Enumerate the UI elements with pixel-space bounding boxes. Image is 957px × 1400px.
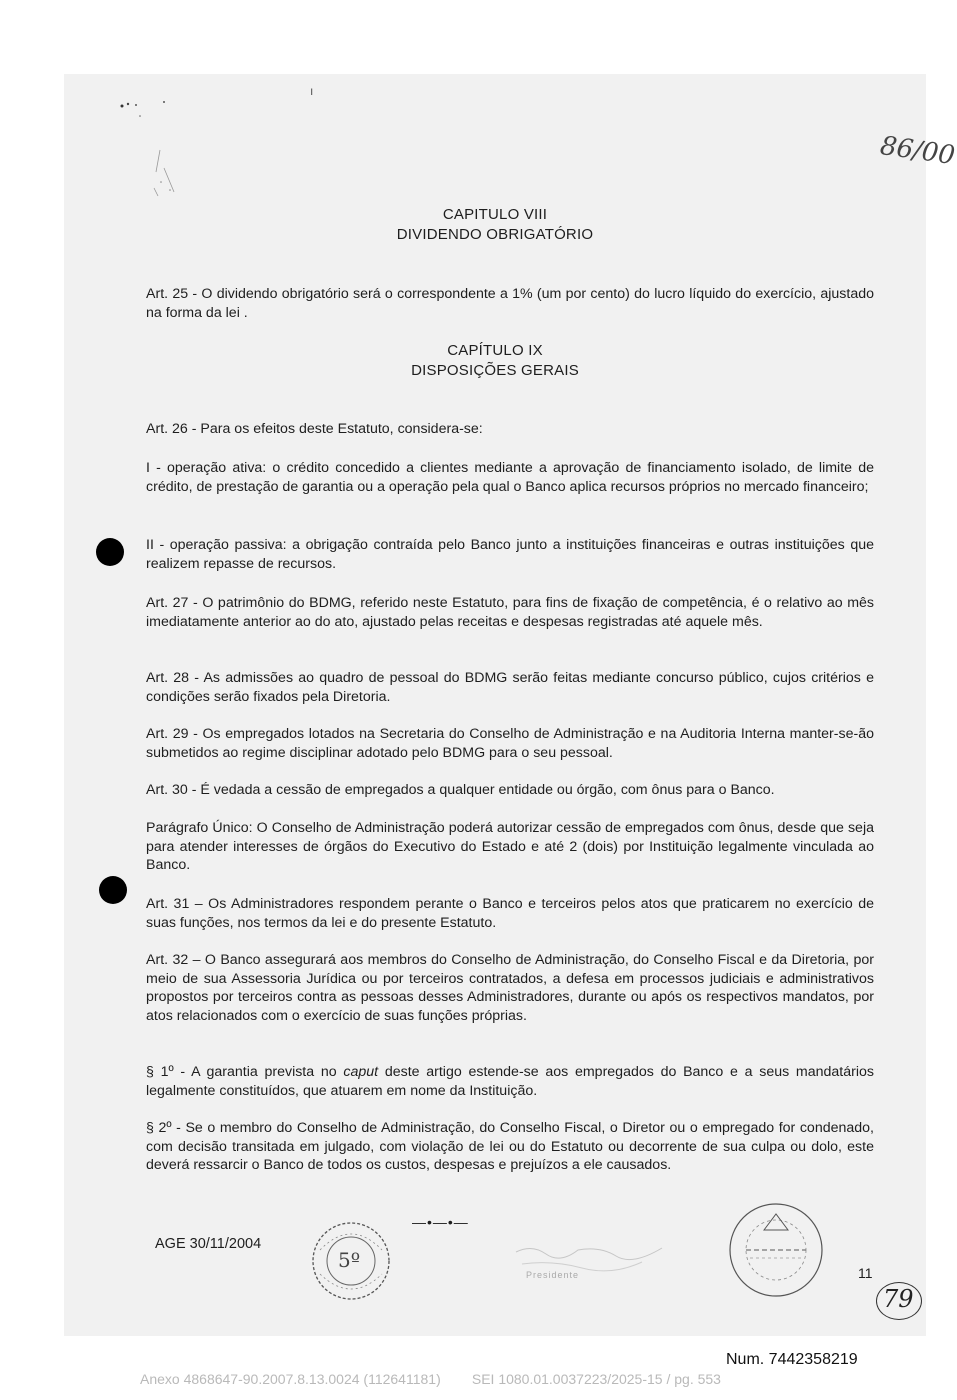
article-31: Art. 31 – Os Administradores respondem perante o Banco e terceiros pelos atos que praticarem no exercício de suas funções, nos termos da lei e do presente Estatuto.: [146, 896, 874, 931]
chapter-9-title: CAPÍTULO IX: [447, 342, 543, 359]
section-divider: —•—•—: [412, 1214, 469, 1230]
chapter-9-subtitle: DISPOSIÇÕES GERAIS: [411, 362, 579, 379]
chapter-8-title: CAPITULO VIII: [442, 206, 548, 223]
bank-seal: [726, 1200, 826, 1300]
punch-hole-dot: [96, 538, 124, 566]
scan-specks: [114, 92, 204, 202]
article-30: Art. 30 - É vedada a cessão de empregados a qualquer entidade ou órgão, com ônus para o Banco.: [146, 782, 775, 798]
article-25: Art. 25 - O dividendo obrigatório será o correspondente a 1% (um por cento) do lucro líquido do exercício, ajustado na forma da lei .: [146, 286, 874, 321]
punch-hole-dot: [99, 876, 127, 904]
article-32-paragraph-1: § 1º - A garantia prevista no caput deste artigo estende-se aos empregados do Banco e a seus mandatários legalmente constituídos, que atuarem em nome da Instituição.: [146, 1064, 875, 1099]
notary-stamp-number: 5º: [338, 1248, 361, 1272]
article-26-item-1: I - operação ativa: o crédito concedido a clientes mediante a aprovação de financiamento isolado, de limite de crédito, de prestação de garantia ou a operação pela qual o Banco aplica recursos próprios no mercado financeiro;: [146, 460, 874, 495]
document-number: Num. 7442358219: [726, 1351, 858, 1368]
footer-reference: Anexo 4868647-90.2007.8.13.0024 (112641181) SEI 1080.01.0037223/2025-15 / pg. 553: [140, 1371, 721, 1387]
age-date: AGE 30/11/2004: [155, 1236, 262, 1252]
scanned-page: [64, 74, 957, 1336]
article-26: Art. 26 - Para os efeitos deste Estatuto, considera-se:: [146, 421, 483, 437]
article-32-paragraph-2: § 2º - Se o membro do Conselho de Administração, do Conselho Fiscal, o Diretor ou o empregado for condenado, com decisão transitada em julgado, com violação de lei ou do Estatuto ou decorrente de sua culpa ou dolo, este deverá ressarcir o Banco de todos os custos, despesas e prejuízos a ele causados.: [146, 1120, 874, 1174]
notary-stamp: [310, 1220, 392, 1302]
article-30-sole-paragraph: Parágrafo Único: O Conselho de Administração poderá autorizar cessão de empregados com ônus, desde que seja para atender interesses de órgãos do Executivo do Estado e até 2 (dois) por Instituição legalmente vinculada ao Banco.: [146, 820, 874, 874]
handwritten-page-mark: 86/00: [878, 130, 957, 172]
page-number: 11: [858, 1265, 873, 1281]
article-32: Art. 32 – O Banco assegurará aos membros do Conselho de Administração, do Conselho Fiscal e da Diretoria, por meio de sua Assessoria Jurídica ou por terceiros contratados, a defesa em processos judiciais e administrativos propostos por terceiros contra as pessoas desses Administradores, durante ou após os respectivos mandatos, por atos relacionados com o exercício de suas funções próprias.: [146, 952, 874, 1024]
handwritten-circle: [876, 1282, 922, 1320]
article-28: Art. 28 - As admissões ao quadro de pessoal do BDMG serão feitas mediante concurso público, cujos critérios e condições serão fixados pela Diretoria.: [146, 670, 874, 705]
article-29: Art. 29 - Os empregados lotados na Secretaria do Conselho de Administração e na Auditoria Interna manter-se-ão submetidos ao regime disciplinar adotado pelo BDMG para o seu pessoal.: [146, 726, 874, 761]
chapter-8-subtitle: DIVIDENDO OBRIGATÓRIO: [396, 226, 594, 243]
article-26-item-2: II - operação passiva: a obrigação contraída pelo Banco junto a instituições financeiras e outras instituições que realizem repasse de recursos.: [146, 537, 874, 572]
scan-mark: ı: [310, 84, 314, 98]
signature-caption: Presidente: [526, 1270, 580, 1280]
article-27: Art. 27 - O patrimônio do BDMG, referido neste Estatuto, para fins de fixação de competência, é o relativo ao mês imediatamente anterior ao do ato, ajustado pelas receitas e despesas registradas até aquele mês.: [146, 595, 874, 630]
handwritten-circle-number: 79: [883, 1285, 914, 1313]
